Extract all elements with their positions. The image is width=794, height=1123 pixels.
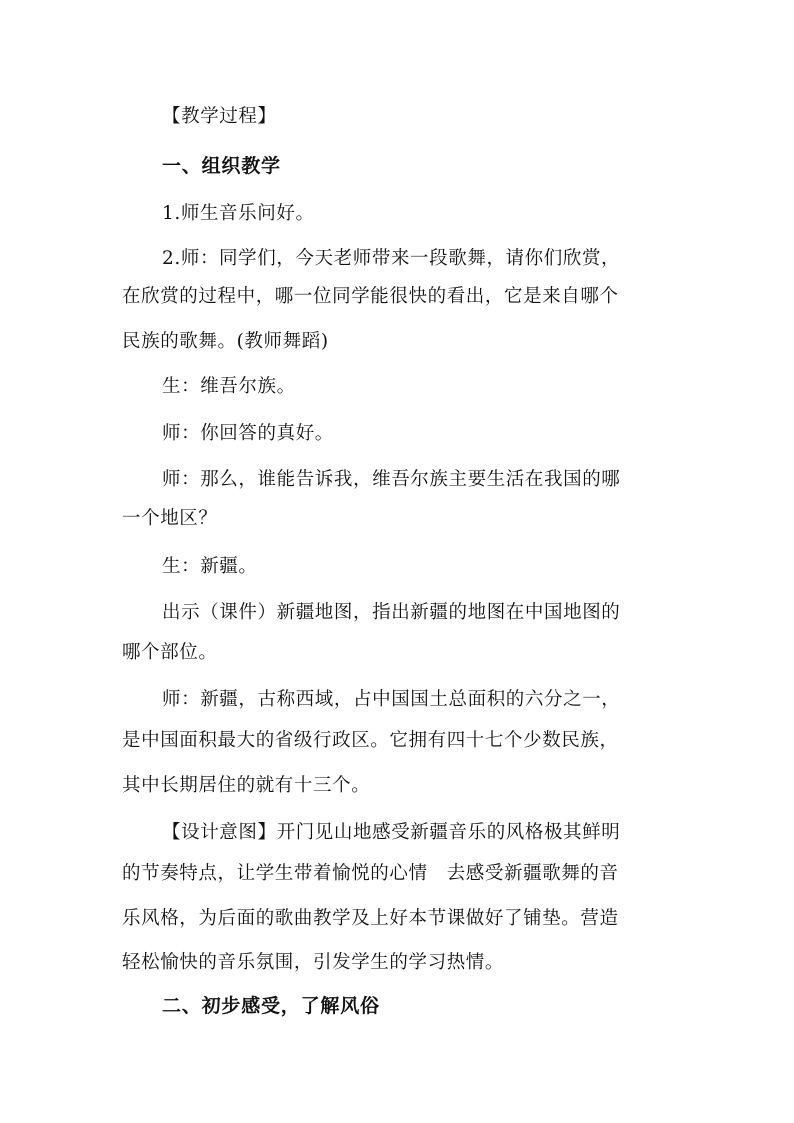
- paragraph-line: 1.师生音乐问好。: [162, 203, 315, 224]
- paragraph-line: 乐风格，为后面的歌曲教学及上好本节课做好了铺垫。营造: [122, 908, 619, 929]
- paragraph-line: 生：维吾尔族。: [162, 376, 296, 397]
- paragraph-line: 一个地区？: [122, 508, 218, 529]
- paragraph-line: 哪个部位。: [122, 642, 218, 663]
- paragraph-line: 师：那么，谁能告诉我，维吾尔族主要生活在我国的哪: [162, 469, 621, 490]
- paragraph-line: 2.师：同学们，今天老师带来一段歌舞，请你们欣赏，: [162, 248, 621, 269]
- paragraph-line: 师：你回答的真好。: [162, 423, 334, 444]
- paragraph-line: 的节奏特点，让学生带着愉悦的心情 去感受新疆歌舞的音: [122, 863, 619, 884]
- paragraph-line: 民族的歌舞。(教师舞蹈): [122, 331, 329, 352]
- heading-organize-teaching: 一、组织教学: [162, 155, 281, 177]
- design-intent-line: 【设计意图】开门见山地感受新疆音乐的风格极其鲜明: [162, 822, 621, 843]
- heading-initial-experience: 二、初步感受，了解风俗: [162, 995, 380, 1017]
- paragraph-line: 在欣赏的过程中，哪一位同学能很快的看出，它是来自哪个: [122, 286, 619, 307]
- paragraph-line: 其中长期居住的就有十三个。: [122, 775, 371, 796]
- section-label-teaching-process: 【教学过程】: [162, 106, 277, 127]
- paragraph-line: 是中国面积最大的省级行政区。它拥有四十七个少数民族，: [122, 730, 619, 751]
- paragraph-line: 师：新疆，古称西域，占中国国土总面积的六分之一，: [162, 689, 621, 710]
- paragraph-line: 出示（课件）新疆地图，指出新疆的地图在中国地图的: [162, 602, 621, 623]
- paragraph-line: 轻松愉快的音乐氛围，引发学生的学习热情。: [122, 952, 505, 973]
- paragraph-line: 生：新疆。: [162, 556, 258, 577]
